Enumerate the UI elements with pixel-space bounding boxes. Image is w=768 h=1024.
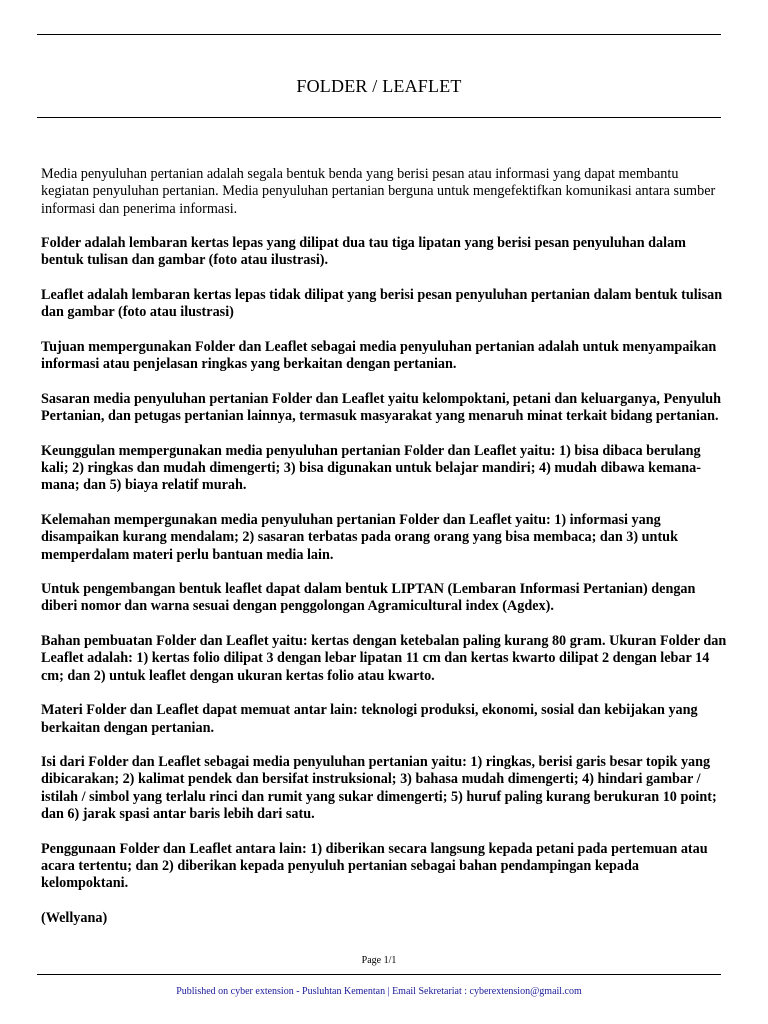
document-title: FOLDER / LEAFLET xyxy=(296,76,462,96)
header-bottom-rule xyxy=(37,117,721,118)
paragraph: Sasaran media penyuluhan pertanian Folder dan Leaflet yaitu kelompoktani, petani dan keluarganya, Penyuluh Pertanian, dan petugas pertanian lainnya, termasuk masyarakat yang menaruh minat terkait bidang pertanian. xyxy=(41,390,722,425)
document-body xyxy=(41,166,727,927)
paragraph: Materi Folder dan Leaflet dapat memuat antar lain: teknologi produksi, ekonomi, sosial dan kebijakan yang berkaitan dengan pertanian. xyxy=(41,702,698,736)
paragraph: Kelemahan mempergunakan media penyuluhan pertanian Folder dan Leaflet yaitu: 1) informasi yang disampaikan kurang mendalam; 2) sasaran terbatas pada orang orang yang bisa membaca; dan 3) untuk memperdalam materi perlu bantuan media lain. xyxy=(41,511,678,563)
published-footer-link[interactable] xyxy=(37,986,721,998)
author-signature: (Wellyana) xyxy=(41,909,108,926)
page-number: Page 1/1 xyxy=(361,955,397,966)
paragraph: Leaflet adalah lembaran kertas lepas tidak dilipat yang berisi pesan penyuluhan pertanian dalam bentuk tulisan dan gambar (foto atau ilustrasi) xyxy=(41,287,723,321)
paragraph: Tujuan mempergunakan Folder dan Leaflet sebagai media penyuluhan pertanian adalah untuk menyampaikan informasi atau penjelasan ringkas yang berkaitan dengan pertanian. xyxy=(41,338,717,373)
paragraph: Folder adalah lembaran kertas lepas yang dilipat dua tau tiga lipatan yang berisi pesan penyuluhan dalam bentuk tulisan dan gambar (foto atau ilustrasi). xyxy=(41,235,686,269)
footer-rule xyxy=(37,974,721,975)
paragraph: Bahan pembuatan Folder dan Leaflet yaitu: kertas dengan ketebalan paling kurang 80 gram. Ukuran Folder dan Leaflet adalah: 1) kertas folio dilipat 3 dengan lebar lipatan 11 cm dan kertas kwarto dilipat 2 dengan lebar 14 cm; dan 2) untuk leaflet dengan ukuran kertas folio atau kwarto. xyxy=(41,633,727,684)
paragraph: Isi dari Folder dan Leaflet sebagai media penyuluhan pertanian yaitu: 1) ringkas, berisi garis besar topik yang dibicarakan; 2) kalimat pendek dan bersifat instruksional; 3) bahasa mudah dimengerti; 4) hindari gambar / istilah / simbol yang terlalu rinci dan rumit yang sukar dimengerti; 5) huruf paling kurang berukuran 10 point; dan 6) jarak spasi antar baris lebih dari satu. xyxy=(41,754,717,822)
published-footer-text[interactable]: Published on cyber extension - Pusluhtan Kementan | Email Sekretariat : cyberextension@gmail.com xyxy=(176,986,582,997)
paragraph: Penggunaan Folder dan Leaflet antara lain: 1) diberikan secara langsung kepada petani pada pertemuan atau acara tertentu; dan 2) diberikan kepada penyuluh pertanian sebagai bahan pendampingan kepada kelompoktani. xyxy=(41,840,708,892)
paragraph: Untuk pengembangan bentuk leaflet dapat dalam bentuk LIPTAN (Lembaran Informasi Pertanian) dengan diberi nomor dan warna sesuai dengan penggolongan Agramicultural index (Agdex). xyxy=(41,581,696,615)
paragraph: Media penyuluhan pertanian adalah segala bentuk benda yang berisi pesan atau informasi yang dapat membantu kegiatan penyuluhan pertanian. Media penyuluhan pertanian berguna untuk mengefektifkan komunikasi antara sumber informasi dan penerima informasi. xyxy=(41,166,716,217)
paragraph: Keunggulan mempergunakan media penyuluhan pertanian Folder dan Leaflet yaitu: 1) bisa dibaca berulang kali; 2) ringkas dan mudah dimengerti; 3) bisa digunakan untuk belajar mandiri; 4) mudah dibawa kemana-mana; dan 5) biaya relatif murah. xyxy=(41,442,701,494)
header-top-rule xyxy=(37,34,721,35)
